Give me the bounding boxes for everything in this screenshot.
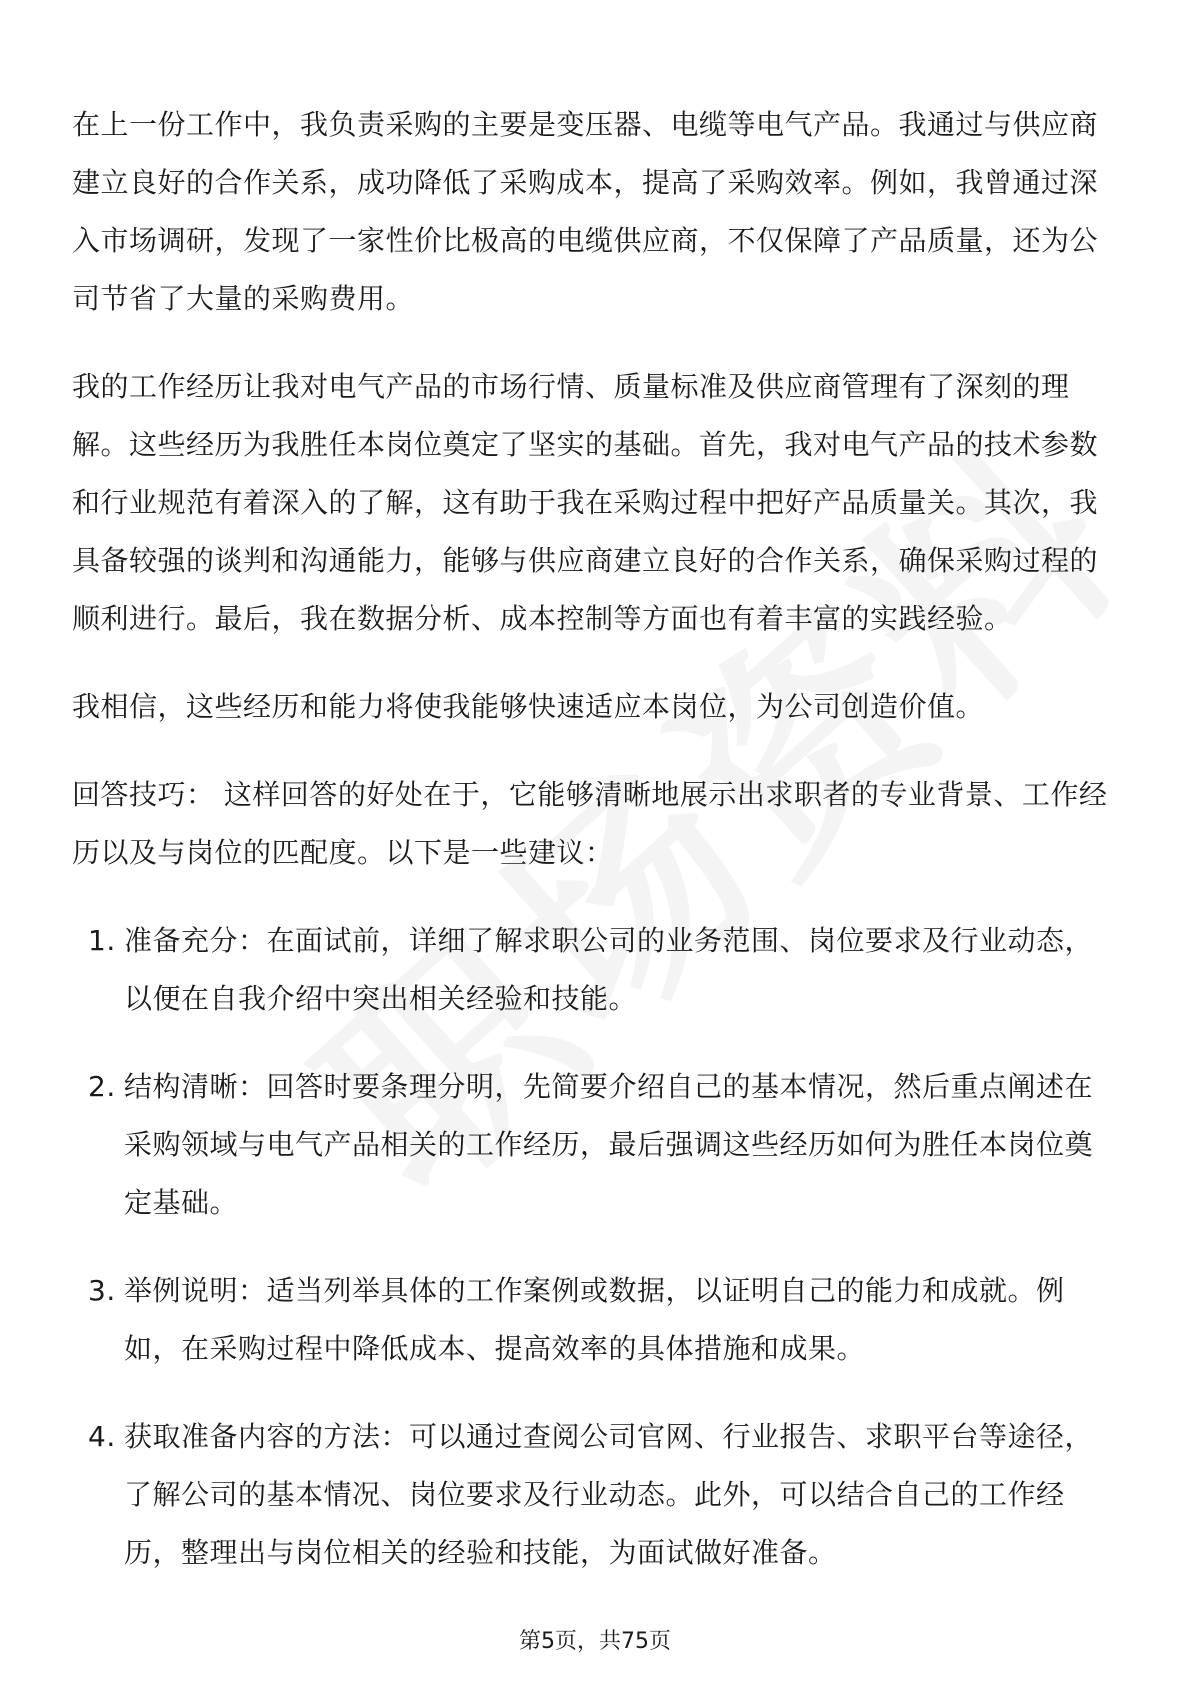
paragraph-conclusion: 我相信，这些经历和能力将使我能够快速适应本岗位，为公司创造价值。 <box>72 690 985 723</box>
tip-text: 获取准备内容的方法：可以通过查阅公司官网、行业报告、求职平台等途径，了解公司的基本情况、岗位要求及行业动态。此外，可以结合自己的工作经历，整理出与岗位相关的经验和技能，为面试做好准备。 <box>124 1420 1094 1569</box>
paragraph-answer-tips: 回答技巧： 这样回答的好处在于，它能够清晰地展示出求职者的专业背景、工作经历以及与岗位的匹配度。以下是一些建议： <box>72 778 1108 869</box>
tip-number: 1. <box>88 924 116 957</box>
tip-text: 结构清晰：回答时要条理分明，先简要介绍自己的基本情况，然后重点阐述在采购领域与电气产品相关的工作经历，最后强调这些经历如何为胜任本岗位奠定基础。 <box>124 1070 1094 1219</box>
tip-item <box>72 1262 1118 1378</box>
tip-number: 2. <box>88 1070 116 1103</box>
document-body <box>72 96 1118 1612</box>
tip-item <box>72 1408 1118 1582</box>
tip-number: 3. <box>88 1274 116 1307</box>
page-number: 第5页，共75页 <box>519 1629 671 1654</box>
tips-list <box>72 912 1118 1582</box>
tip-item <box>72 912 1118 1028</box>
tip-text: 举例说明：适当列举具体的工作案例或数据，以证明自己的能力和成就。例如，在采购过程中降低成本、提高效率的具体措施和成果。 <box>124 1274 1065 1365</box>
tip-number: 4. <box>88 1420 116 1453</box>
paragraph-work-experience: 在上一份工作中，我负责采购的主要是变压器、电缆等电气产品。我通过与供应商建立良好的合作关系，成功降低了采购成本，提高了采购效率。例如，我曾通过深入市场调研，发现了一家性价比极高的电缆供应商，不仅保障了产品质量，还为公司节省了大量的采购费用。 <box>72 108 1099 315</box>
tip-item <box>72 1058 1118 1232</box>
tip-text: 准备充分：在面试前，详细了解求职公司的业务范围、岗位要求及行业动态，以便在自我介绍中突出相关经验和技能。 <box>124 924 1094 1015</box>
paragraph-experience-value: 我的工作经历让我对电气产品的市场行情、质量标准及供应商管理有了深刻的理解。这些经历为我胜任本岗位奠定了坚实的基础。首先，我对电气产品的技术参数和行业规范有着深入的了解，这有助于我在采购过程中把好产品质量关。其次，我具备较强的谈判和沟通能力，能够与供应商建立良好的合作关系，确保采购过程的顺利进行。最后，我在数据分析、成本控制等方面也有着丰富的实践经验。 <box>72 370 1099 635</box>
